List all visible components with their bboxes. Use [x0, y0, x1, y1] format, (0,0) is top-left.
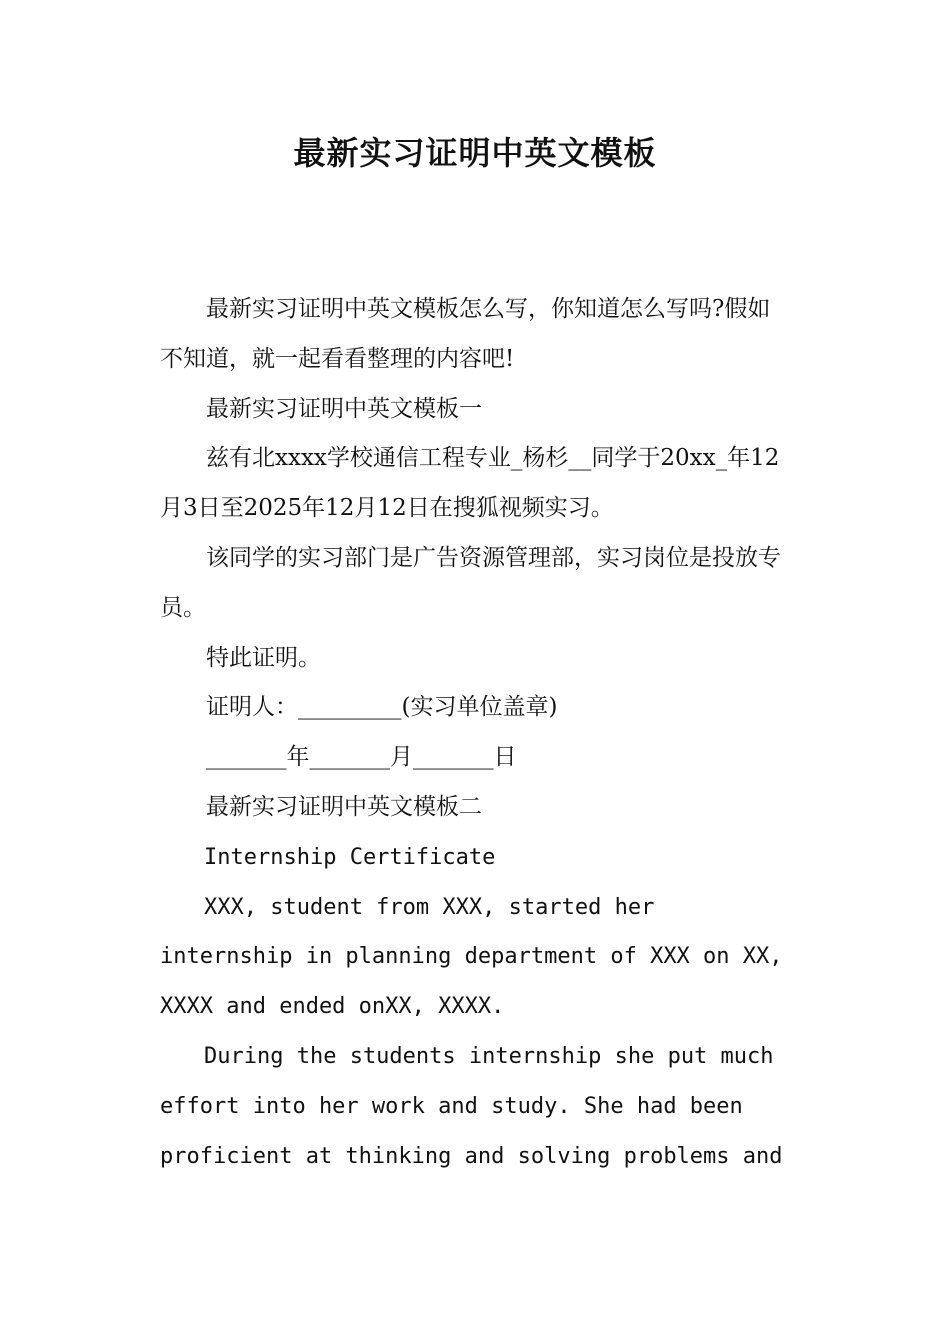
certificate-statement-paragraph: 兹有北xxxx学校通信工程专业_杨杉__同学于20xx_年12月3日至2025年12月12日在搜狐视频实习。 — [160, 445, 780, 522]
document-title: 最新实习证明中英文模板 — [293, 134, 657, 172]
english-certificate-heading: Internship Certificate — [204, 844, 496, 870]
document-body — [160, 285, 792, 1181]
department-paragraph: 该同学的实习部门是广告资源管理部，实习岗位是投放专员。 — [160, 544, 781, 621]
date-line: _______年_______月_______日 — [206, 744, 517, 771]
template-two-heading: 最新实习证明中英文模板二 — [206, 793, 482, 820]
template-one-heading: 最新实习证明中英文模板一 — [206, 395, 482, 422]
intro-paragraph: 最新实习证明中英文模板怎么写，你知道怎么写吗?假如不知道，就一起看看整理的内容吧! — [160, 296, 771, 372]
hereby-certify-paragraph: 特此证明。 — [206, 644, 321, 671]
english-evaluation-paragraph: During the students internship she put much effort into her work and study. She had been proficient at thinking and solving problems and — [160, 1043, 783, 1169]
english-statement-paragraph: XXX, student from XXX, started her internship in planning department of XXX on XX, XXXX and ended onXX, XXXX. — [160, 894, 783, 1020]
certifier-line: 证明人：_________(实习单位盖章) — [206, 694, 558, 721]
